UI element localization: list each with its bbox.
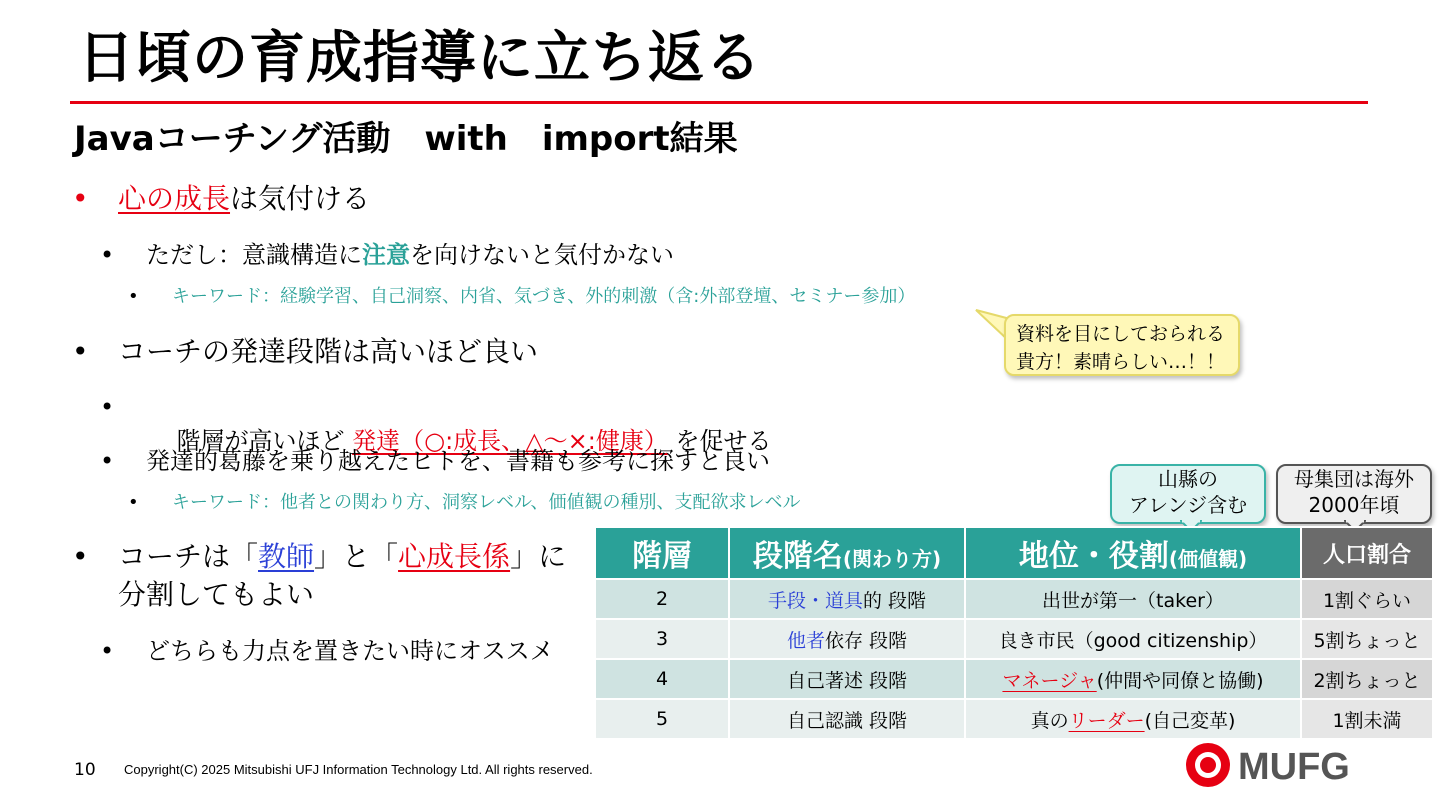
page-number: 10	[74, 760, 96, 780]
logo-wordmark: MUFG	[1238, 746, 1350, 788]
table-row	[595, 699, 1433, 739]
cell-level: 3	[595, 619, 729, 659]
bullet-text: 発達的葛藤を乗り越えたヒトを、書籍も参考に探すと良い	[146, 447, 770, 475]
header-sublabel: (関わり方)	[842, 547, 942, 571]
bullet-text: は気付ける	[230, 182, 371, 215]
stage-highlight: 他者	[786, 629, 825, 652]
cell-level: 5	[595, 699, 729, 739]
header-level: 階層	[595, 527, 729, 579]
bullet-dot: •	[72, 182, 89, 215]
stage-text: 依存 段階	[824, 629, 908, 652]
bullet-dot: •	[100, 393, 115, 421]
callout-line: 資料を目にしておられる	[1016, 323, 1226, 345]
cell-population: 1割未満	[1301, 699, 1433, 739]
bullet-dot: •	[128, 286, 139, 307]
role-highlight: リーダー	[1068, 709, 1145, 732]
callout-line: 貴方！素晴らしい…！！	[1016, 351, 1226, 373]
heart-growth-term: 心の成長	[118, 182, 231, 215]
header-label: 地位・役割	[1018, 539, 1169, 574]
attention-term: 注意	[362, 241, 410, 269]
cell-population: 1割ぐらい	[1301, 579, 1433, 619]
bullet-keywords-2	[128, 490, 801, 516]
keywords-text: キーワード：他者との関わり方、洞察レベル、価値観の種別、支配欲求レベル	[172, 492, 801, 513]
bullet-text: どちらも力点を置きたい時にオススメ	[146, 637, 554, 665]
bullet-dot: •	[100, 241, 115, 269]
callout-line: 山縣の	[1158, 467, 1218, 491]
bullet-text: 」に	[510, 540, 567, 573]
cell-role	[965, 619, 1301, 659]
stage-text: 自己認識 段階	[786, 709, 908, 732]
cell-level: 2	[595, 579, 729, 619]
stage-text: 的 段階	[862, 589, 927, 612]
bullet-text: を促せる	[667, 427, 772, 455]
bullet-text: コーチは「	[118, 540, 259, 573]
cell-stage	[729, 699, 965, 739]
header-sublabel: (価値観)	[1168, 547, 1248, 571]
role-text: 真の	[1030, 709, 1069, 732]
bullet-text: 階層が高いほど	[176, 427, 353, 455]
callout-population-source	[1276, 464, 1432, 524]
development-term: 発達（○:成長、△～×:健康）	[352, 427, 668, 455]
cell-level: 4	[595, 659, 729, 699]
bullet-dot: •	[72, 335, 89, 368]
title-divider	[70, 101, 1368, 104]
teacher-term: 教師	[258, 540, 315, 573]
callout-praise	[1004, 314, 1240, 376]
table-row	[595, 659, 1433, 699]
callout-arrangement	[1110, 464, 1266, 524]
cell-stage	[729, 579, 965, 619]
bullet-dot: •	[100, 447, 115, 475]
bullet-heart-growth	[72, 180, 371, 218]
bullet-recommend	[100, 634, 554, 668]
slide-subtitle: Javaコーチング活動 with import結果	[74, 119, 738, 159]
bullet-dot: •	[72, 540, 89, 573]
header-population: 人口割合	[1301, 527, 1433, 579]
page-title: 日頃の育成指導に立ち返る	[78, 26, 762, 91]
bullet-split-coach	[72, 538, 567, 576]
cell-population: 2割ちょっと	[1301, 659, 1433, 699]
cell-role	[965, 659, 1301, 699]
mufg-logo	[1182, 740, 1372, 792]
role-text: 良き市民（good citizenship）	[998, 629, 1268, 652]
bullet-dot: •	[100, 637, 115, 665]
bullet-find-people	[100, 444, 770, 478]
development-stage-table	[594, 526, 1434, 740]
bullet-coach-stage	[72, 333, 539, 371]
role-text: 出世が第一（taker）	[1042, 589, 1224, 612]
header-role	[965, 527, 1301, 579]
cell-role	[965, 699, 1301, 739]
bullet-keywords-1	[128, 284, 916, 310]
stage-text: 自己著述 段階	[786, 669, 908, 692]
mufg-logo-mark-icon	[1182, 740, 1372, 792]
bullet-text: コーチの発達段階は高いほど良い	[118, 335, 539, 368]
bullet-text: を向けないと気付かない	[410, 241, 674, 269]
role-text: (自己変革)	[1144, 709, 1236, 732]
callout-line: アレンジ含む	[1128, 493, 1248, 517]
bullet-text: 」と「	[314, 540, 399, 573]
cell-stage	[729, 619, 965, 659]
header-stage	[729, 527, 965, 579]
bullet-split-coach-line2: 分割してもよい	[118, 578, 315, 611]
bullet-text: ただし：意識構造に	[146, 241, 362, 269]
callout-line: 母集団は海外	[1294, 467, 1414, 491]
stage-highlight: 手段・道具	[767, 589, 863, 612]
table-row	[595, 579, 1433, 619]
role-text: (仲間や同僚と協働)	[1096, 669, 1264, 692]
mind-growth-role-term: 心成長係	[398, 540, 511, 573]
table-row	[595, 619, 1433, 659]
keywords-text: キーワード：経験学習、自己洞察、内省、気づき、外的刺激（含:外部登壇、セミナー参加）	[172, 286, 916, 307]
role-highlight: マネージャ	[1002, 669, 1097, 692]
cell-stage	[729, 659, 965, 699]
copyright-text: Copyright(C) 2025 Mitsubishi UFJ Information Technology Ltd. All rights reserved.	[124, 762, 593, 777]
callout-line: 2000年頃	[1308, 493, 1400, 517]
header-label: 段階名	[752, 539, 843, 574]
bullet-dot: •	[128, 492, 139, 513]
cell-population: 5割ちょっと	[1301, 619, 1433, 659]
bullet-attention-note	[100, 238, 674, 272]
bullet-higher-level	[100, 390, 772, 455]
table-header-row	[595, 527, 1433, 579]
cell-role	[965, 579, 1301, 619]
